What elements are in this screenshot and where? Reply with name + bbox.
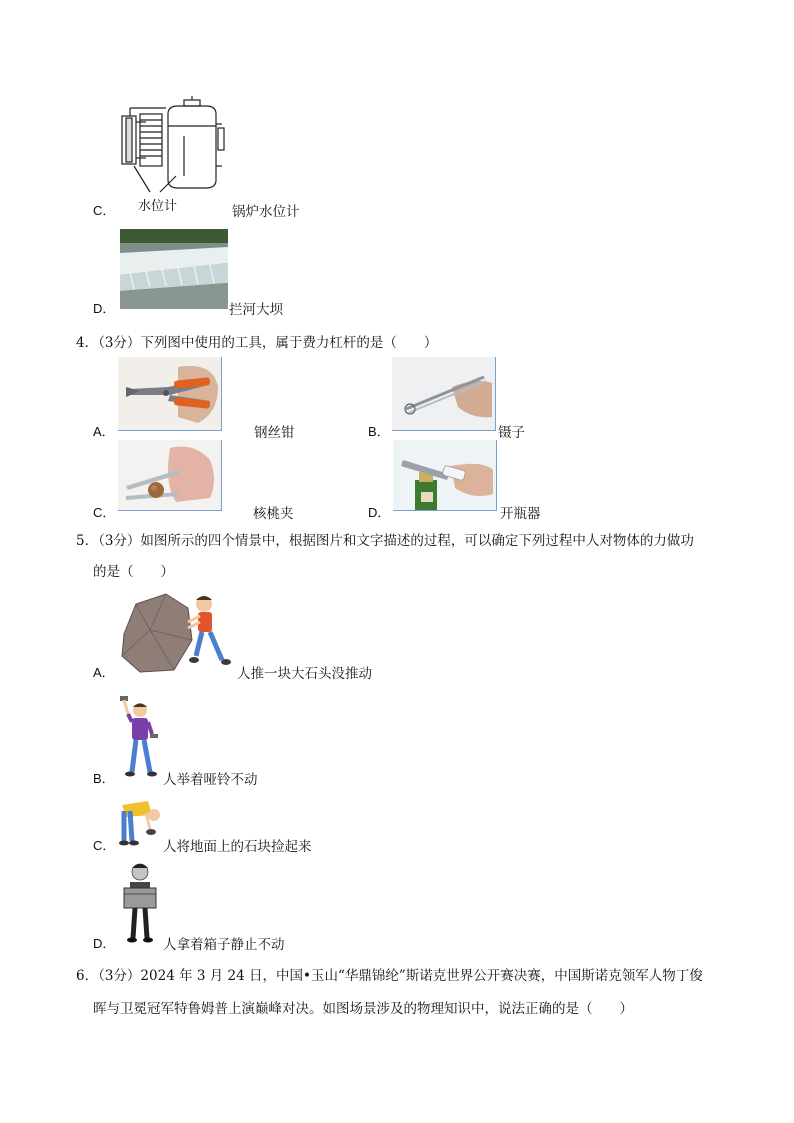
q3-option-d-letter: D． xyxy=(93,301,116,316)
q3-option-c-letter: C． xyxy=(93,203,116,218)
question-5-stem-line-2: 的是（ ） xyxy=(93,564,174,580)
water-gauge-figure-label: 水位计 xyxy=(138,198,178,213)
boy-holding-box-illustration xyxy=(118,858,164,946)
boiler-water-gauge-figure xyxy=(116,96,228,194)
q4-option-a-letter: A． xyxy=(93,424,115,439)
q3-option-d-caption: 拦河大坝 xyxy=(229,302,283,318)
q5-option-c-caption: 人将地面上的石块捡起来 xyxy=(163,839,312,855)
q4-option-c-letter: C． xyxy=(93,505,116,520)
q4-option-d-letter: D． xyxy=(368,505,391,520)
boy-holding-dumbbell-illustration xyxy=(118,694,164,780)
q4-option-d-caption: 开瓶器 xyxy=(500,506,541,522)
q5-option-b-letter: B． xyxy=(93,771,115,786)
q5-option-c-letter: C． xyxy=(93,838,116,853)
boy-pushing-rock-illustration xyxy=(118,590,236,678)
dam-photo xyxy=(120,229,228,309)
bottle-opener-photo xyxy=(393,440,497,511)
q5-option-a-caption: 人推一块大石头没推动 xyxy=(237,666,372,682)
q5-option-b-caption: 人举着哑铃不动 xyxy=(163,772,258,788)
q3-option-c-caption: 锅炉水位计 xyxy=(232,204,300,220)
q4-option-c-caption: 核桃夹 xyxy=(253,506,294,522)
question-4-stem: 4．（3分）下列图中使用的工具，属于费力杠杆的是（ ） xyxy=(76,335,438,351)
question-5-stem-line-1: 5．（3分）如图所示的四个情景中，根据图片和文字描述的过程，可以确定下列过程中人对物体的力做功 xyxy=(76,533,694,549)
question-6-stem-line-2: 晖与卫冕冠军特鲁姆普上演巅峰对决。如图场景涉及的物理知识中，说法正确的是（ ） xyxy=(93,1001,633,1017)
question-6-stem-line-1: 6．（3分）2024 年 3 月 24 日，中国•玉山“华鼎锦纶”斯诺克世界公开赛决赛，中国斯诺克领军人物丁俊 xyxy=(76,968,703,984)
tweezers-photo xyxy=(392,357,496,431)
boy-picking-up-stone-illustration xyxy=(118,795,164,847)
q4-option-a-caption: 钢丝钳 xyxy=(254,425,295,441)
q4-option-b-caption: 镊子 xyxy=(498,425,525,441)
pliers-photo xyxy=(118,357,222,431)
q5-option-d-caption: 人拿着箱子静止不动 xyxy=(163,937,285,953)
nutcracker-photo xyxy=(118,440,222,511)
q5-option-d-letter: D． xyxy=(93,936,116,951)
q4-option-b-letter: B． xyxy=(368,424,390,439)
q5-option-a-letter: A． xyxy=(93,665,115,680)
